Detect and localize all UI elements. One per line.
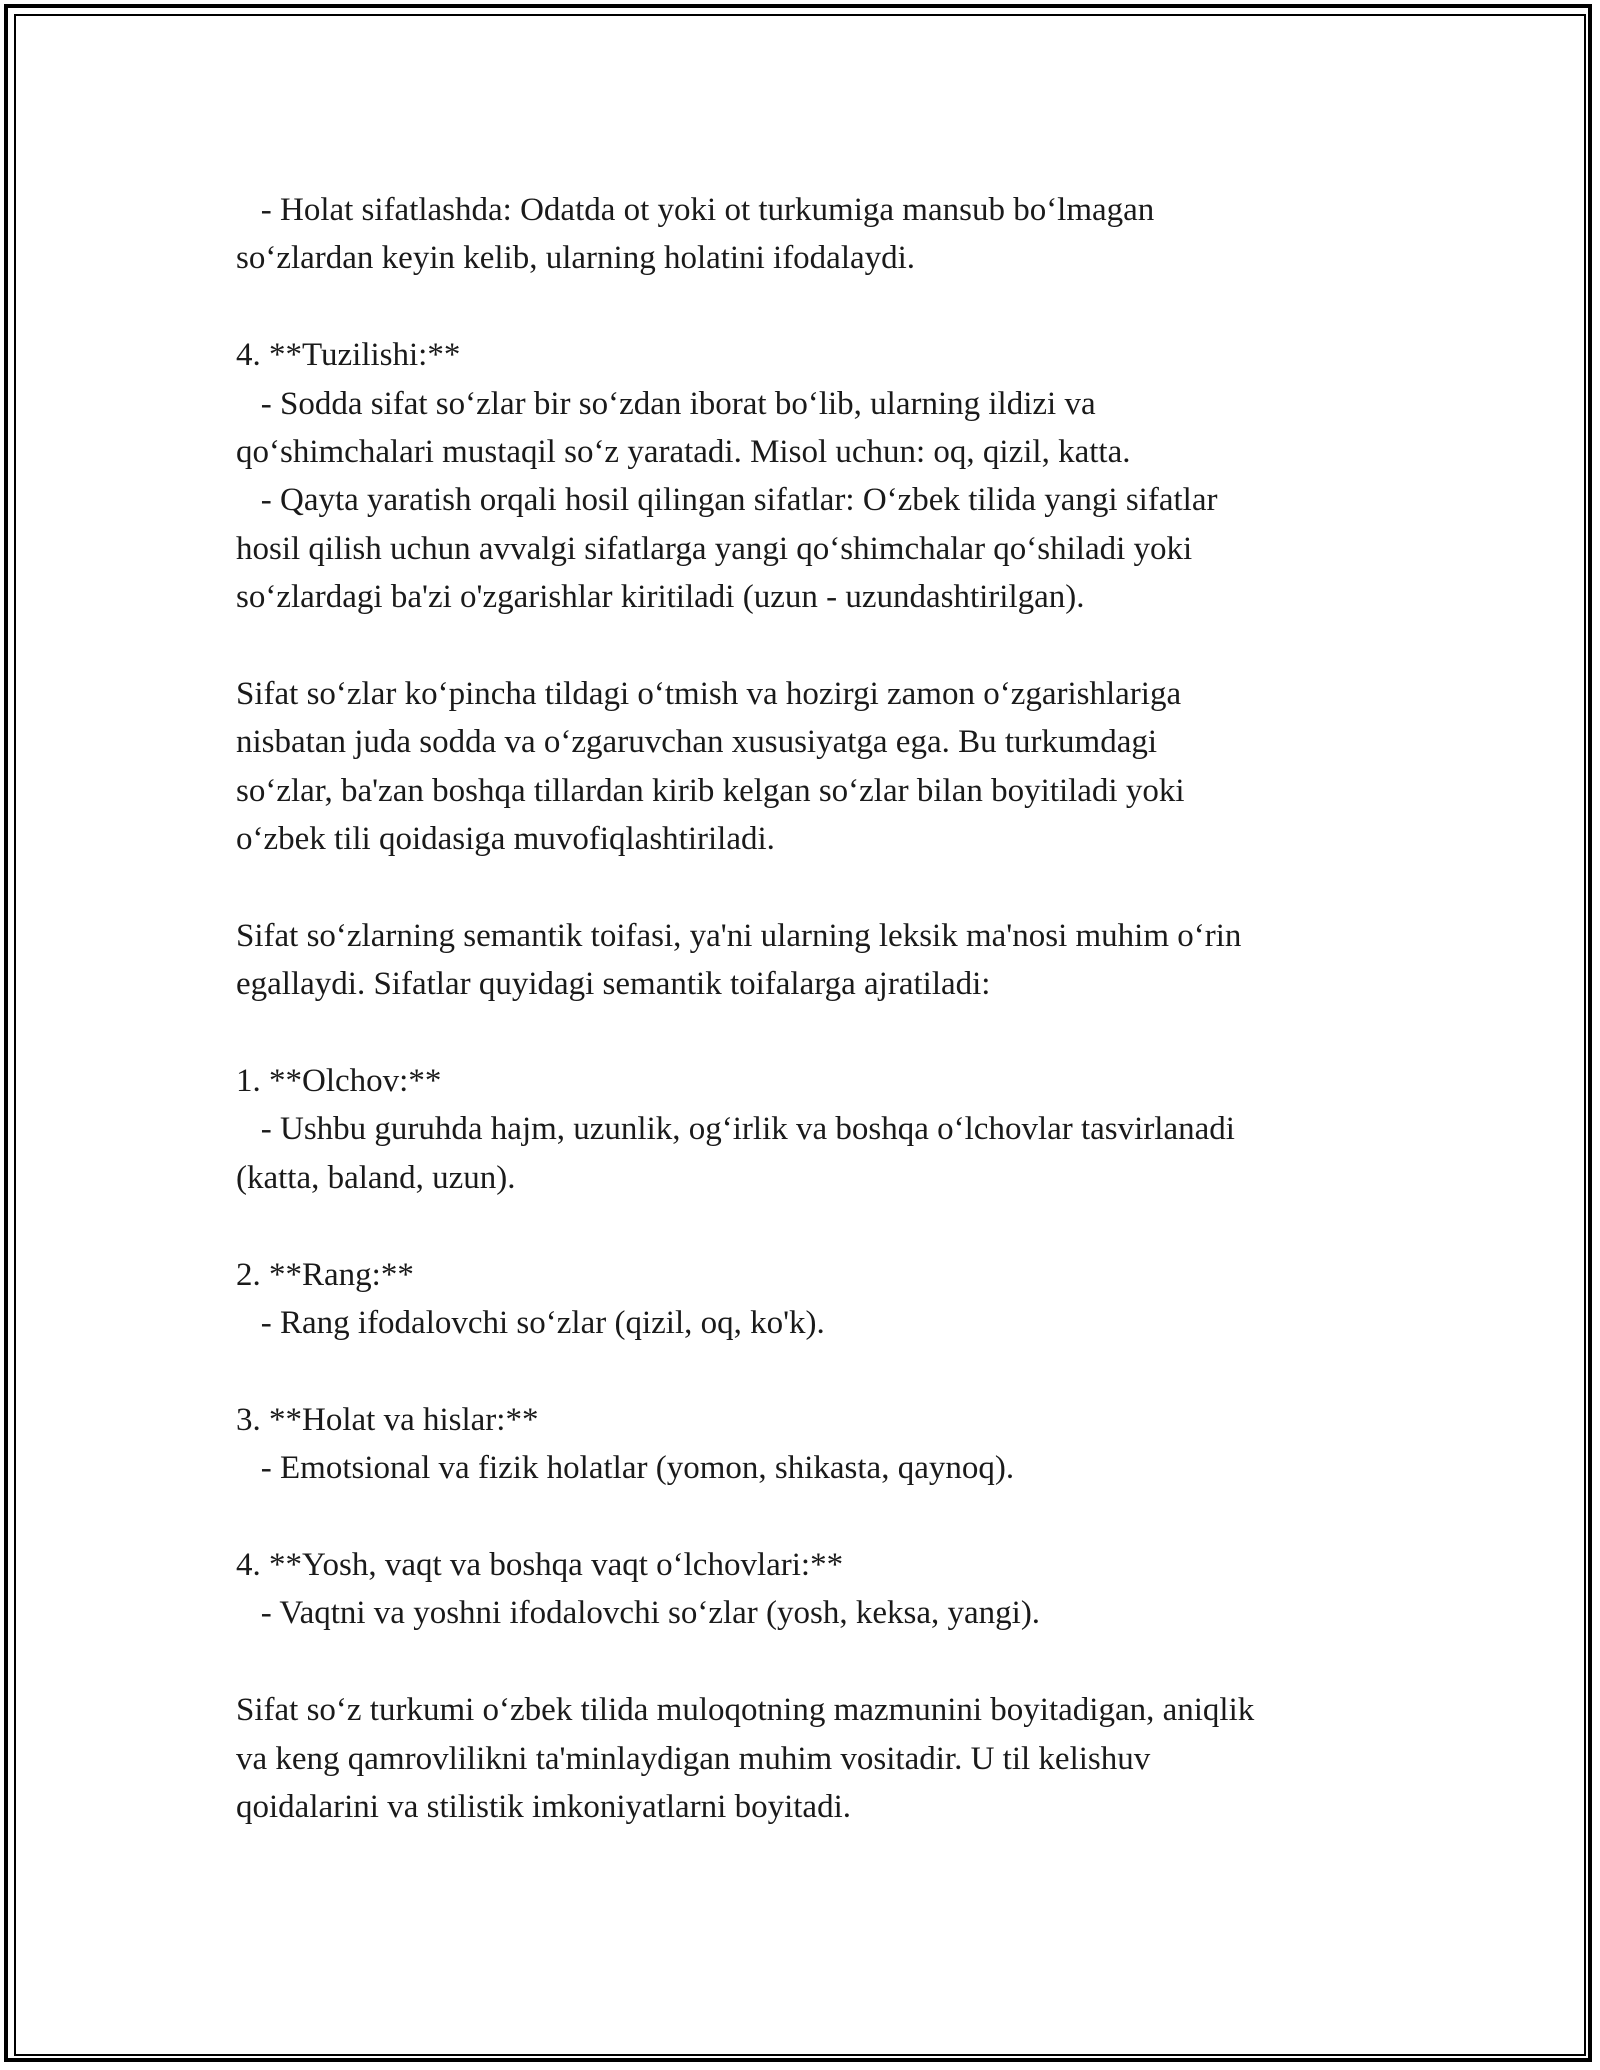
text-line: qoidalarini va stilistik imkoniyatlarni boyitadi. [236, 1788, 851, 1825]
text-line: hosil qilish uchun avvalgi sifatlarga yangi qo‘shimchalar qo‘shiladi yoki [236, 530, 1193, 567]
text-line: qo‘shimchalari mustaqil so‘z yaratadi. Misol uchun: oq, qizil, katta. [236, 433, 1131, 470]
text-line: 4. **Tuzilishi:** [236, 337, 461, 374]
text-line: - Ushbu guruhda hajm, uzunlik, og‘irlik va boshqa o‘lchovlar tasvirlanadi [236, 1111, 1235, 1148]
text-line: 4. **Yosh, vaqt va boshqa vaqt o‘lchovlari:** [236, 1546, 844, 1583]
text-line: 3. **Holat va hislar:** [236, 1401, 539, 1438]
blank-line [236, 1638, 1376, 1686]
blank-line [236, 283, 1376, 331]
text-line: va keng qamrovlilikni ta'minlaydigan muhim vositadir. U til kelishuv [236, 1740, 1151, 1777]
blank-line [236, 622, 1376, 670]
blank-line [236, 863, 1376, 911]
text-line: 2. **Rang:** [236, 1256, 414, 1293]
text-line: so‘zlar, ba'zan boshqa tillardan kirib kelgan so‘zlar bilan boyitiladi yoki [236, 772, 1185, 809]
text-line: nisbatan juda sodda va o‘zgaruvchan xususiyatga ega. Bu turkumdagi [236, 724, 1158, 761]
text-line: Sifat so‘zlarning semantik toifasi, ya'ni ularning leksik ma'nosi muhim o‘rin [236, 917, 1242, 954]
text-line: - Sodda sifat so‘zlar bir so‘zdan iborat bo‘lib, ularning ildizi va [236, 385, 1096, 422]
blank-line [236, 1009, 1376, 1057]
text-line: so‘zlardan keyin kelib, ularning holatini ifodalaydi. [236, 240, 916, 277]
text-line: - Emotsional va fizik holatlar (yomon, shikasta, qaynoq). [236, 1450, 1015, 1487]
text-line: 1. **Olchov:** [236, 1063, 442, 1100]
text-line: (katta, baland, uzun). [236, 1159, 516, 1196]
text-line: - Vaqtni va yoshni ifodalovchi so‘zlar (yosh, keksa, yangi). [236, 1595, 1041, 1632]
text-line: o‘zbek tili qoidasiga muvofiqlashtiriladi. [236, 821, 775, 858]
document-body [236, 186, 1376, 1831]
blank-line [236, 1493, 1376, 1541]
text-line: Sifat so‘zlar ko‘pincha tildagi o‘tmish va hozirgi zamon o‘zgarishlariga [236, 675, 1182, 712]
blank-line [236, 1347, 1376, 1395]
text-line: Sifat so‘z turkumi o‘zbek tilida muloqotning mazmunini boyitadigan, aniqlik [236, 1692, 1255, 1729]
text-line: - Holat sifatlashda: Odatda ot yoki ot turkumiga mansub bo‘lmagan [236, 192, 1155, 228]
text-line: - Rang ifodalovchi so‘zlar (qizil, oq, ko'k). [236, 1304, 825, 1341]
text-line: egallaydi. Sifatlar quyidagi semantik toifalarga ajratiladi: [236, 966, 991, 1003]
text-line: - Qayta yaratish orqali hosil qilingan sifatlar: O‘zbek tilida yangi sifatlar [236, 482, 1218, 519]
blank-line [236, 1202, 1376, 1250]
text-line: so‘zlardagi ba'zi o'zgarishlar kiritiladi (uzun - uzundashtirilgan). [236, 579, 1085, 616]
